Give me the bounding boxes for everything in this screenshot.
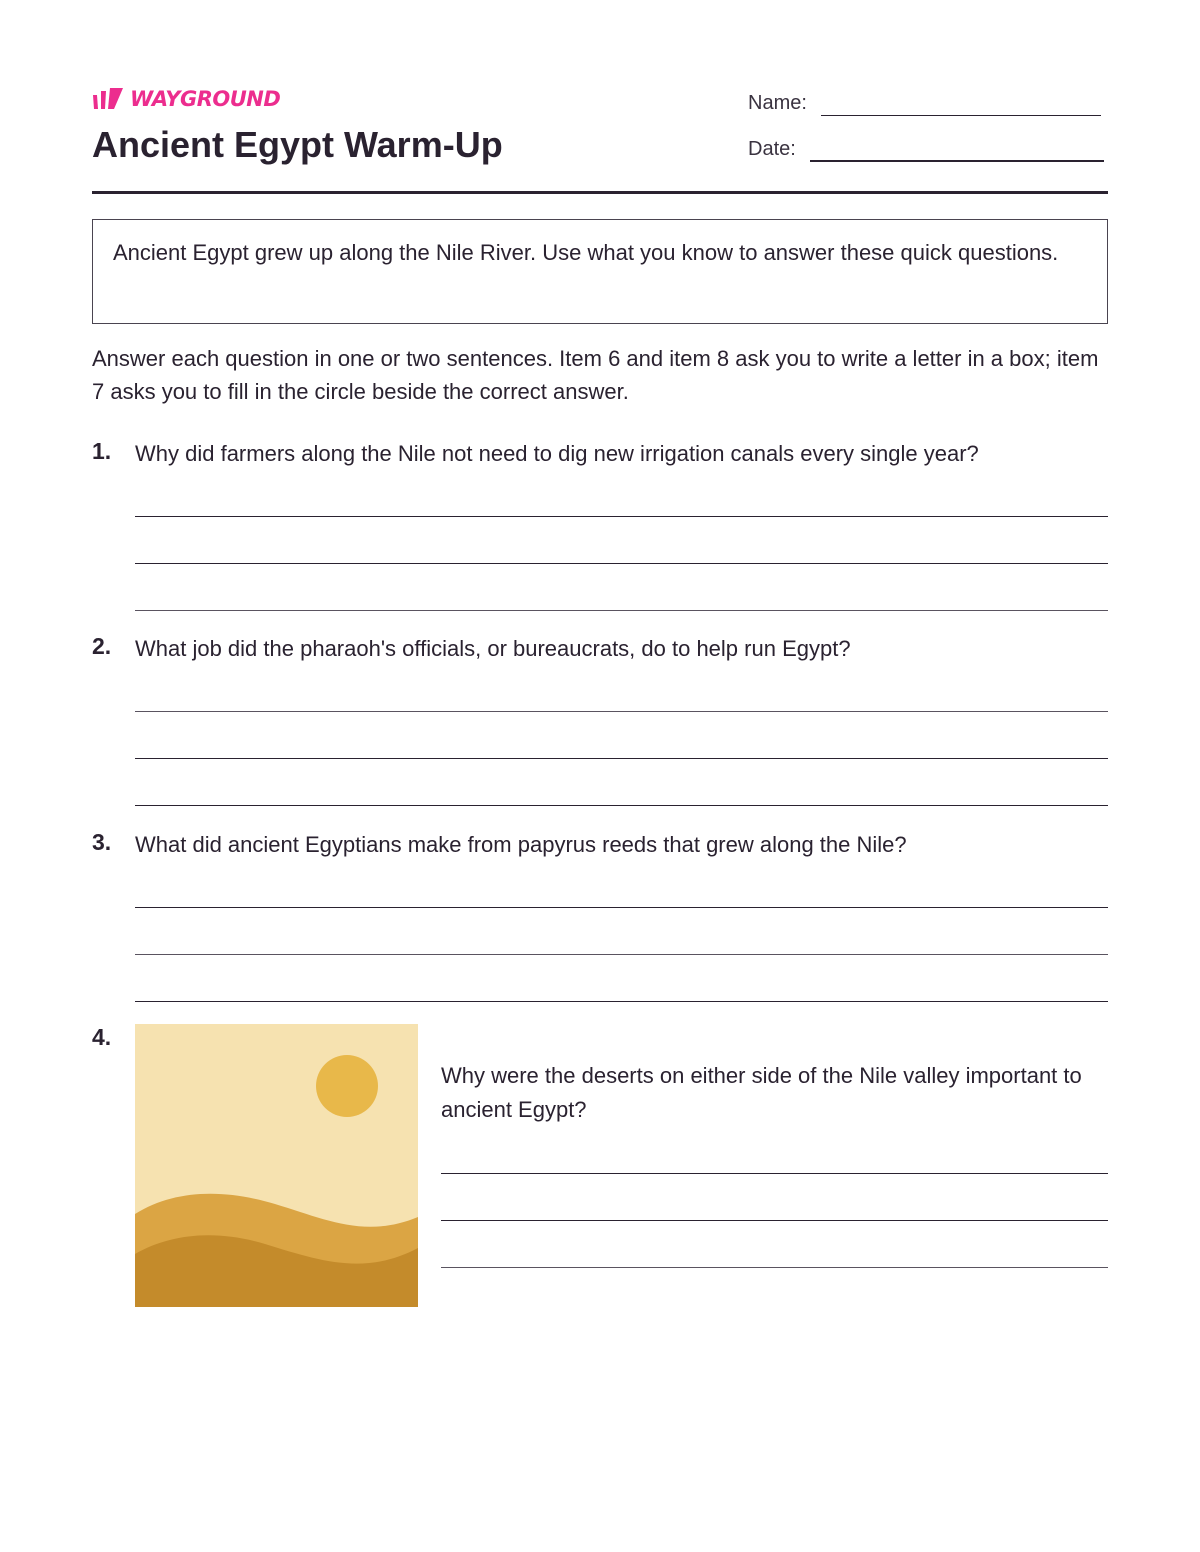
answer-line[interactable] xyxy=(135,711,1108,712)
answer-line[interactable] xyxy=(135,563,1108,564)
date-write-line[interactable] xyxy=(810,134,1104,162)
header-divider xyxy=(92,191,1108,194)
name-field[interactable] xyxy=(748,89,1101,116)
question-4-number: 4. xyxy=(92,1024,112,1050)
answer-line[interactable] xyxy=(135,610,1108,611)
question-4-text: Why were the deserts on either side of the Nile valley important to ancient Egypt? xyxy=(441,1063,1082,1122)
answer-line[interactable] xyxy=(441,1220,1108,1221)
intro-box: Ancient Egypt grew up along the Nile River. Use what you know to answer these quick questions. xyxy=(92,219,1108,324)
worksheet-title: Ancient Egypt Warm-Up xyxy=(92,124,503,165)
answer-line[interactable] xyxy=(441,1267,1108,1268)
instructions-text: Answer each question in one or two sentences. Item 6 and item 8 ask you to write a letter in a box; item 7 asks you to fill in the circle beside the correct answer. xyxy=(92,346,1099,404)
date-label: Date: xyxy=(748,138,796,160)
date-field[interactable] xyxy=(748,134,1104,162)
answer-line[interactable] xyxy=(135,758,1108,759)
question-3-number: 3. xyxy=(92,829,112,855)
wayground-logo-icon xyxy=(92,87,124,111)
answer-line[interactable] xyxy=(441,1173,1108,1174)
question-1-text: Why did farmers along the Nile not need to dig new irrigation canals every single year? xyxy=(135,441,979,466)
question-2-text: What job did the pharaoh's officials, or bureaucrats, do to help run Egypt? xyxy=(135,636,851,661)
answer-line[interactable] xyxy=(135,1001,1108,1002)
answer-line[interactable] xyxy=(135,516,1108,517)
name-label: Name: xyxy=(748,92,807,114)
brand-name: WAYGROUND xyxy=(130,87,281,111)
answer-line[interactable] xyxy=(135,907,1108,908)
brand-logo xyxy=(92,86,280,112)
desert-dunes-illustration xyxy=(135,1024,418,1307)
question-3-text: What did ancient Egyptians make from papyrus reeds that grew along the Nile? xyxy=(135,832,907,857)
answer-line[interactable] xyxy=(135,805,1108,806)
name-write-line[interactable] xyxy=(821,89,1101,116)
answer-line[interactable] xyxy=(135,954,1108,955)
question-1-number: 1. xyxy=(92,438,112,464)
question-2-number: 2. xyxy=(92,633,112,659)
sun-icon xyxy=(316,1055,378,1117)
